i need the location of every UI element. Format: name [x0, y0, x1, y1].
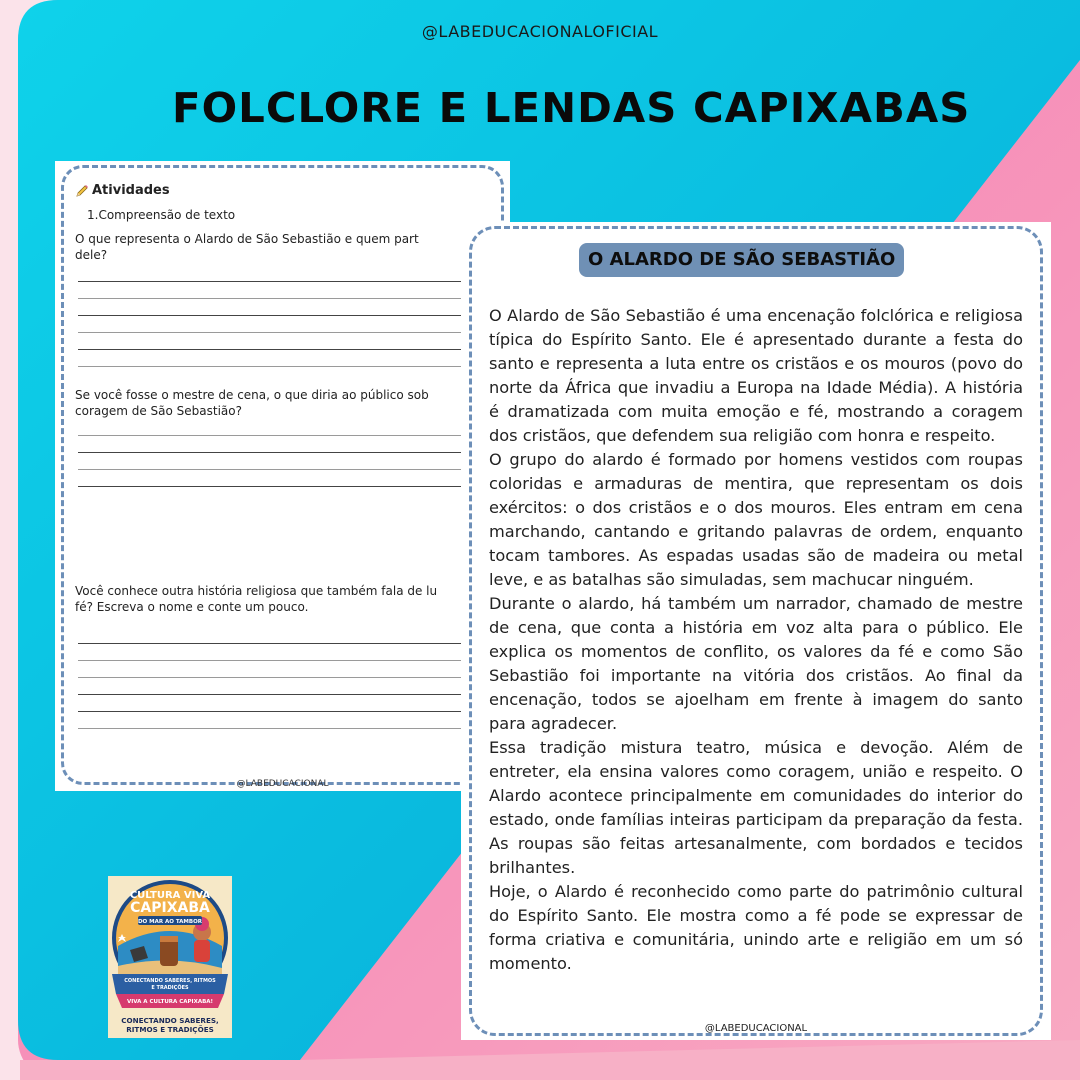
article-paragraph: O grupo do alardo é formado por homens vestidos com roupas coloridas e armaduras de mentira, que representam os dois exércitos: o dos cristãos e o dos mouros. Eles entram em cena marchando, cantando e gritando palavras de ordem, enquanto tocam tambores. As espadas usadas são de madeira ou metal leve, e as batalhas são simuladas, sem machucar ninguém.	[489, 450, 1023, 589]
logo-band-1: CONECTANDO SABERES, RITMOS	[124, 978, 216, 984]
activities-subtitle: 1.Compreensão de texto	[87, 208, 236, 222]
question-block	[75, 231, 480, 367]
logo-caption-line-1: CONECTANDO SABERES,	[121, 1016, 219, 1025]
question-3-line-1: Você conhece outra história religiosa que também fala de lu	[75, 584, 438, 598]
answer-line[interactable]	[78, 712, 468, 729]
article-title: O ALARDO DE SÃO SEBASTIÃO	[579, 243, 904, 277]
social-handle: @LABEDUCACIONALOFICIAL	[421, 22, 659, 41]
question-block	[75, 583, 480, 729]
question-2-line-2: coragem de São Sebastião?	[75, 404, 242, 418]
article-body	[489, 304, 1023, 976]
answer-line[interactable]	[78, 470, 468, 487]
answer-line[interactable]	[78, 419, 468, 436]
question-1-line-1: O que representa o Alardo de São Sebastião e quem part	[75, 232, 419, 246]
question-3-line-2: fé? Escreva o nome e conte um pouco.	[75, 600, 309, 614]
worksheet-card	[55, 161, 510, 791]
logo-ribbon: DO MAR AO TAMBOR	[137, 919, 203, 925]
answer-line[interactable]	[78, 333, 468, 350]
answer-line[interactable]	[78, 316, 468, 333]
answer-line[interactable]	[78, 299, 468, 316]
activities-title: Atividades	[92, 183, 170, 198]
logo-line-2: CAPIXABA	[130, 900, 210, 916]
page-title: FOLCLORE E LENDAS CAPIXABAS	[172, 84, 971, 132]
answer-line[interactable]	[78, 350, 468, 367]
answer-line[interactable]	[78, 695, 468, 712]
article-paragraph: Durante o alardo, há também um narrador, chamado de mestre de cena, que conta a história em voz alta para o público. Ele explica os momentos de conflito, os valores da fé e como São Sebastião foi importante na vitória dos cristãos. Ao final da encenação, todos se ajoelham em frente à imagem do santo para agradecer.	[489, 594, 1023, 733]
answer-line[interactable]	[78, 282, 468, 299]
answer-line[interactable]	[78, 644, 468, 661]
logo-emblem	[108, 876, 232, 1016]
answer-line[interactable]	[78, 627, 468, 644]
cultura-viva-logo	[108, 876, 232, 1038]
logo-line-1: CULTURA VIVA	[129, 890, 211, 901]
answer-line[interactable]	[78, 661, 468, 678]
article-paragraph: Hoje, o Alardo é reconhecido como parte do patrimônio cultural do Espírito Santo. Ele mostra como a fé pode se expressar de forma criativa e comunitária, unindo arte e religião em um só momento.	[489, 882, 1023, 973]
question-1-line-2: dele?	[75, 248, 108, 262]
logo-band-3: VIVA A CULTURA CAPIXABA!	[126, 999, 214, 1005]
worksheet-content	[75, 183, 480, 729]
article-card	[461, 222, 1051, 1040]
logo-caption-line-2: RITMOS E TRADIÇÕES	[126, 1025, 214, 1034]
article-paragraph: Essa tradição mistura teatro, música e devoção. Além de entreter, ela ensina valores como coragem, união e respeito. O Alardo acontece principalmente em comunidades do interior do estado, onde famílias inteiras participam da preparação da festa. As roupas são feitas artesanalmente, com bordados e tecidos brilhantes.	[489, 738, 1023, 877]
pencil-icon	[75, 184, 89, 198]
activities-heading	[75, 183, 480, 198]
article-footer: @LABEDUCACIONAL	[704, 1023, 808, 1034]
answer-line[interactable]	[78, 453, 468, 470]
question-2-line-1: Se você fosse o mestre de cena, o que diria ao público sob	[75, 388, 429, 402]
question-block	[75, 387, 480, 487]
answer-line[interactable]	[78, 265, 468, 282]
logo-band-2: E TRADIÇÕES	[151, 985, 189, 991]
logo-caption	[108, 1016, 232, 1034]
answer-line[interactable]	[78, 436, 468, 453]
article-paragraph: O Alardo de São Sebastião é uma encenação folclórica e religiosa típica do Espírito Santo. Ele é apresentado durante a festa do santo e representa a luta entre os cristãos e os mouros (povo do norte da África que invadiu a Europa na Idade Média). A história é dramatizada com muita emoção e fé, mostrando a coragem dos cristãos, que defendem sua religião com honra e respeito.	[489, 306, 1023, 445]
answer-line[interactable]	[78, 678, 468, 695]
worksheet-footer: @LABEDUCACIONAL	[236, 779, 329, 789]
